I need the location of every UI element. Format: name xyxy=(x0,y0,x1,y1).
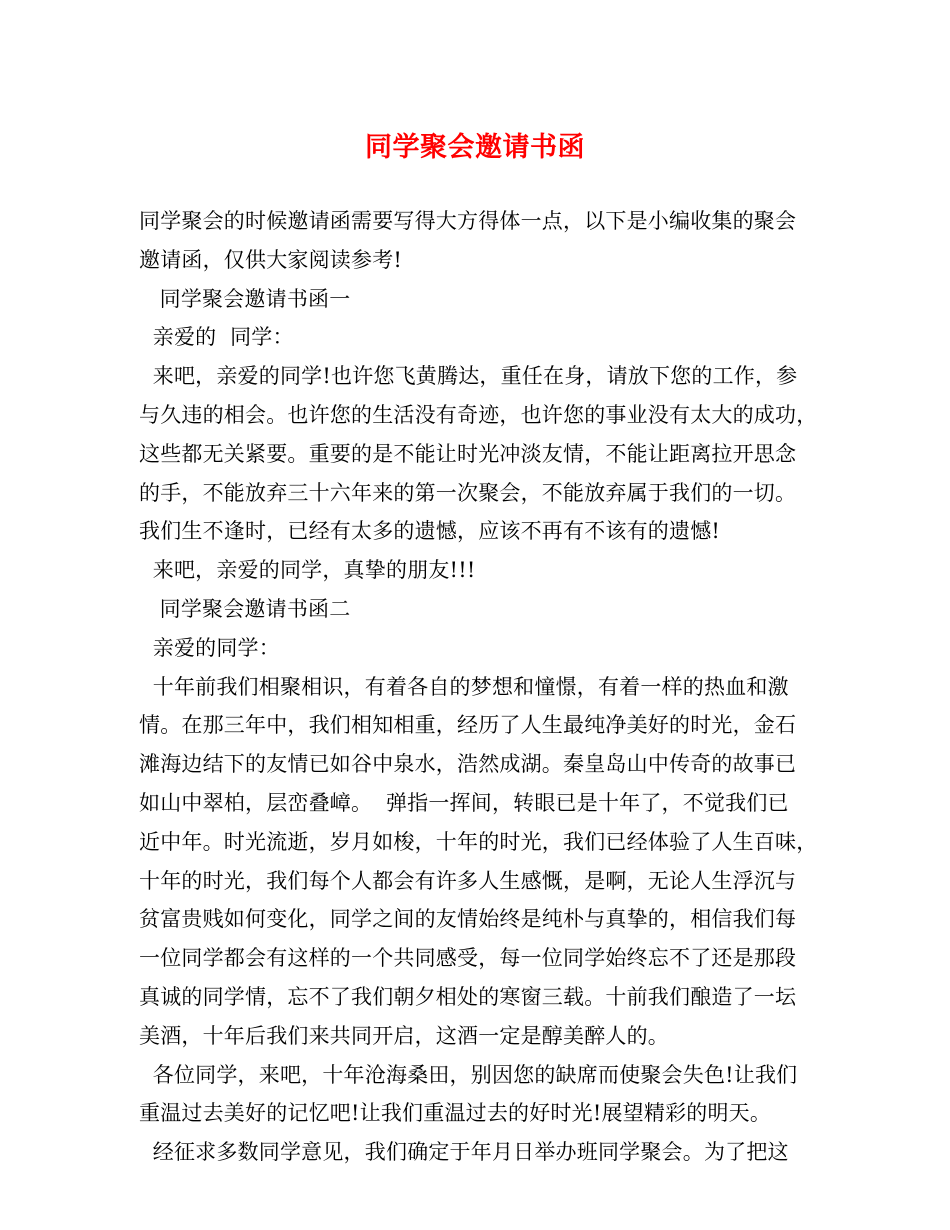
text-line: 来吧，亲爱的同学!也许您飞黄腾达，重任在身，请放下您的工作，参 xyxy=(139,364,798,389)
text-line: 各位同学，来吧，十年沧海桑田，别因您的缺席而使聚会失色!让我们 xyxy=(139,1062,798,1087)
text-line: 十年前我们相聚相识，有着各自的梦想和憧憬，有着一样的热血和激 xyxy=(139,674,789,699)
salutation: 亲爱的同学： xyxy=(139,635,280,660)
text-line: 这些都无关紧要。重要的是不能让时光冲淡友情，不能让距离拉开思念 xyxy=(139,441,797,466)
text-line: 我们生不逢时，已经有太多的遗憾，应该不再有不该有的遗憾! xyxy=(139,519,721,544)
text-line: 贫富贵贱如何变化，同学之间的友情始终是纯朴与真挚的，相信我们每 xyxy=(139,907,797,932)
text-line: 同学聚会的时候邀请函需要写得大方得体一点，以下是小编收集的聚会 xyxy=(139,209,797,233)
text-line: 的手，不能放弃三十六年来的第一次聚会，不能放弃属于我们的一切。 xyxy=(139,480,797,505)
text-line: 与久违的相会。也许您的生活没有奇迹，也许您的事业没有太大的成功， xyxy=(139,402,818,427)
salutation: 亲爱的 同学： xyxy=(139,325,294,350)
text-line: 真诚的同学情，忘不了我们朝夕相处的寒窗三载。十前我们酿造了一坛 xyxy=(139,984,797,1009)
document-body xyxy=(139,202,829,1172)
document-title: 同学聚会邀请书函 xyxy=(365,132,585,163)
text-line: 美酒，十年后我们来共同开启，这酒一定是醇美醉人的。 xyxy=(139,1023,669,1048)
text-line: 来吧，亲爱的同学，真挚的朋友!!! xyxy=(139,558,476,583)
text-line: 一位同学都会有这样的一个共同感受，每一位同学始终忘不了还是那段 xyxy=(139,946,797,971)
section-heading: 同学聚会邀请书函二 xyxy=(139,596,351,621)
section-heading: 同学聚会邀请书函一 xyxy=(139,286,351,311)
text-line: 如山中翠柏，层峦叠嶂。 弹指一挥间，转眼已是十年了，不觉我们已 xyxy=(139,790,789,815)
text-line: 重温过去美好的记忆吧!让我们重温过去的好时光!展望精彩的明天。 xyxy=(139,1101,772,1126)
text-line: 滩海边结下的友情已如谷中泉水，浩然成湖。秦皇岛山中传奇的故事已 xyxy=(139,752,797,777)
text-line: 邀请函，仅供大家阅读参考! xyxy=(139,247,403,272)
text-line: 近中年。时光流逝，岁月如梭，十年的时光，我们已经体验了人生百味， xyxy=(139,829,818,854)
text-line: 情。在那三年中，我们相知相重，经历了人生最纯净美好的时光，金石 xyxy=(139,713,797,738)
text-line: 十年的时光，我们每个人都会有许多人生感慨，是啊，无论人生浮沉与 xyxy=(139,868,797,893)
text-line: 经征求多数同学意见，我们确定于年月日举办班同学聚会。为了把这 xyxy=(139,1140,789,1165)
